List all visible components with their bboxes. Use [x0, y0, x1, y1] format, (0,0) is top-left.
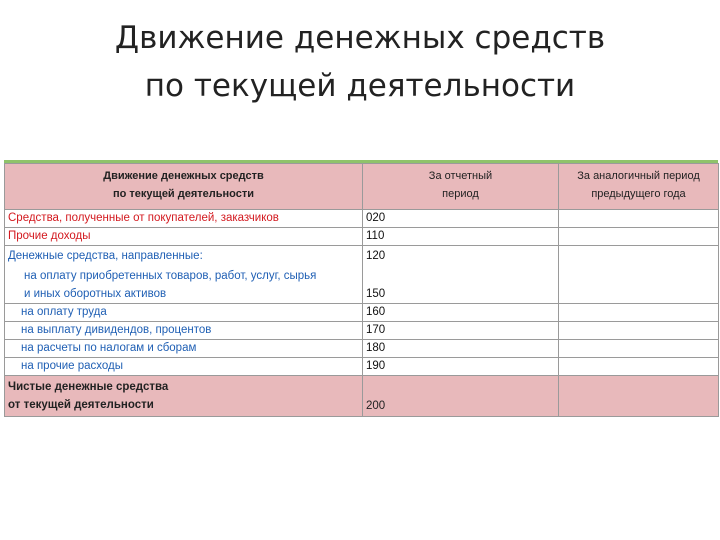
row-code: 160	[363, 304, 559, 322]
slide-title-line-2: по текущей деятельности	[144, 68, 576, 104]
row-code: 020	[363, 210, 559, 228]
total-previous-value	[559, 376, 719, 417]
header-col-current-period-line-2: период	[442, 188, 479, 200]
row-label: на оплату труда	[5, 304, 363, 322]
table-row	[5, 210, 719, 228]
row-code: 110	[363, 228, 559, 246]
slide-title-line-1: Движение денежных средств	[114, 20, 606, 56]
row-code: 120	[366, 250, 386, 262]
row-label: Денежные средства, направленные:	[8, 250, 203, 262]
table-header-row	[5, 164, 719, 210]
header-col-previous-period	[559, 164, 719, 210]
table-row	[5, 358, 719, 376]
table-row-group	[5, 246, 719, 304]
header-col-current-period-line-1: За отчетный	[428, 170, 493, 182]
row-label: на расчеты по налогам и сборам	[5, 340, 363, 358]
table-row	[5, 322, 719, 340]
table-row	[5, 340, 719, 358]
header-col-current-period	[363, 164, 559, 210]
total-label-line-1: Чистые денежные средства	[8, 381, 169, 393]
row-code: 190	[363, 358, 559, 376]
row-previous-value	[559, 340, 719, 358]
row-code-group	[363, 246, 559, 304]
row-previous-value	[559, 304, 719, 322]
cash-flow-table	[4, 160, 718, 417]
row-label: на выплату дивидендов, процентов	[5, 322, 363, 340]
row-code: 170	[363, 322, 559, 340]
row-previous-value	[559, 210, 719, 228]
row-code: 180	[363, 340, 559, 358]
row-label-continued: и иных оборотных активов	[24, 288, 167, 300]
row-label: Средства, полученные от покупателей, заказчиков	[5, 210, 363, 228]
row-previous-value	[559, 358, 719, 376]
header-col-previous-period-line-1: За аналогичный период	[577, 170, 700, 182]
row-previous-value	[559, 228, 719, 246]
row-label: на оплату приобретенных товаров, работ, услуг, сырья	[24, 270, 317, 282]
table-row	[5, 228, 719, 246]
header-col-description-line-1: Движение денежных средств	[103, 170, 264, 182]
total-label-line-2: от текущей деятельности	[8, 399, 154, 411]
header-col-description-line-2: по текущей деятельности	[112, 188, 255, 200]
row-label: на прочие расходы	[5, 358, 363, 376]
row-label-group	[5, 246, 363, 304]
header-col-description	[5, 164, 363, 210]
table-row	[5, 304, 719, 322]
row-previous-value	[559, 322, 719, 340]
row-label: Прочие доходы	[5, 228, 363, 246]
total-code: 200	[363, 376, 559, 417]
slide-title	[0, 14, 720, 110]
row-previous-value	[559, 246, 719, 304]
total-label	[5, 376, 363, 417]
row-code: 150	[366, 288, 386, 300]
table-total-row	[5, 376, 719, 417]
header-col-previous-period-line-2: предыдущего года	[591, 188, 686, 200]
